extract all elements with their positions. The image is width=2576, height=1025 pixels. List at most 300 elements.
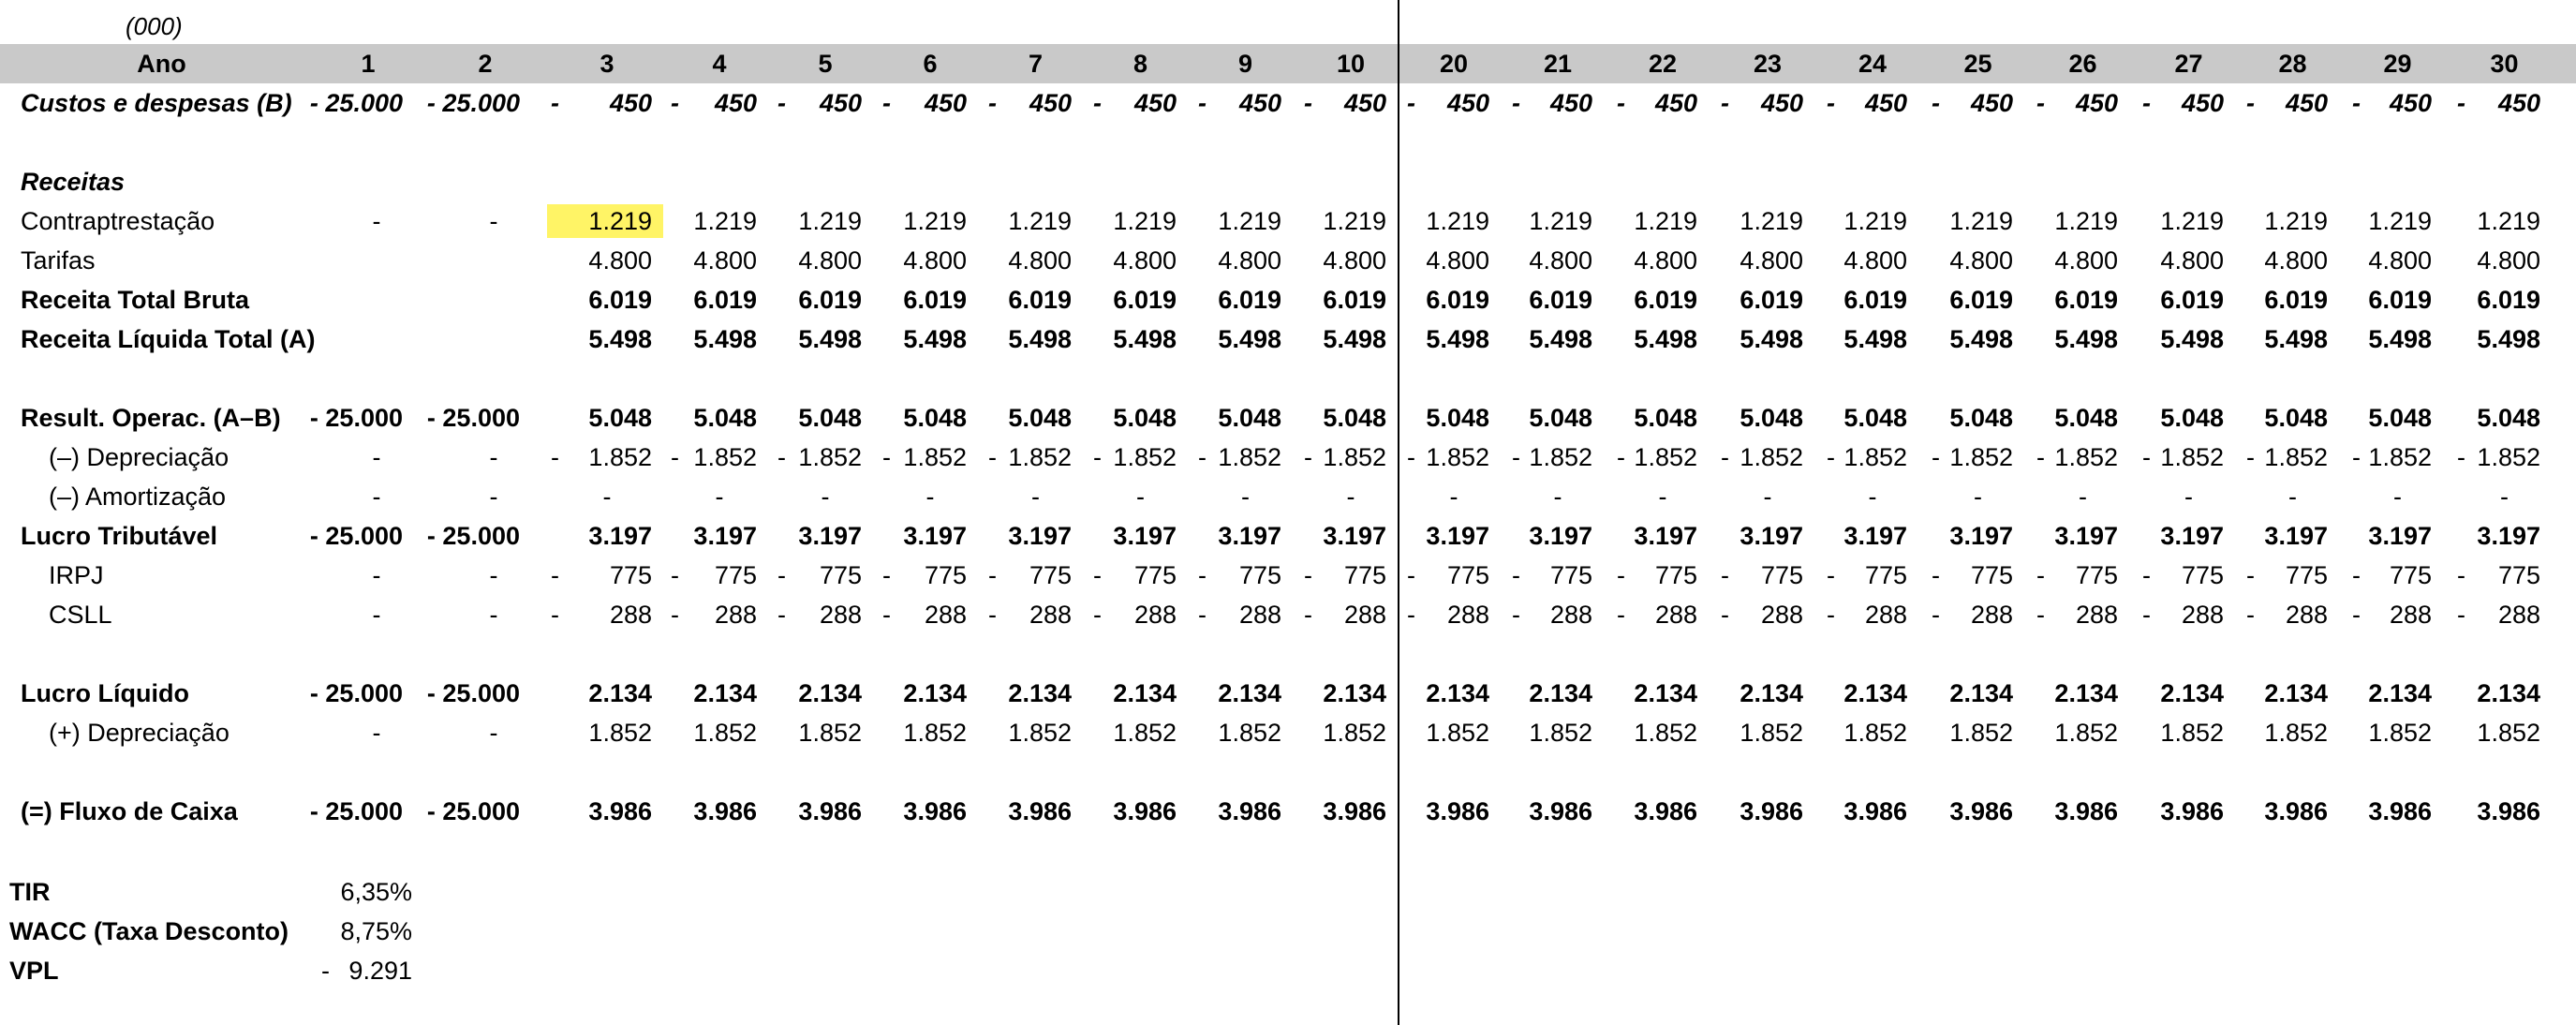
cell-value: 1.219 — [2368, 207, 2432, 235]
table-row-lucro-tributavel — [0, 516, 2576, 556]
summary-row — [0, 951, 562, 990]
negative-sign: - — [1721, 561, 1729, 589]
cell-value: 450 — [1446, 89, 1489, 117]
header-year-cell: 8 — [1133, 50, 1148, 78]
cell-value: 5.048 — [2264, 404, 2328, 432]
cell-value: 1.219 — [1843, 207, 1907, 235]
cell-value: 2.134 — [1949, 679, 2013, 707]
negative-sign: - — [1198, 89, 1207, 117]
cell-value: - — [1553, 483, 1562, 511]
cell-value: 450 — [1343, 89, 1386, 117]
cell-value: - — [715, 483, 724, 511]
cell-value: 775 — [1549, 561, 1592, 589]
cell-value: 3.197 — [1008, 522, 1072, 550]
cell-value: 4.800 — [1529, 246, 1592, 275]
cell-value: 6.019 — [903, 286, 967, 314]
cell-value: 2.134 — [2054, 679, 2118, 707]
negative-sign: - — [551, 89, 559, 117]
summary-value: 6,35% — [340, 878, 412, 906]
cell-value: - — [1031, 483, 1040, 511]
cell-value: 6.019 — [1843, 286, 1907, 314]
cell-value: 775 — [1654, 561, 1697, 589]
cell-value: 2.134 — [2368, 679, 2432, 707]
cell-value: - — [2500, 483, 2509, 511]
cell-value: 1.219 — [1426, 207, 1489, 235]
cell-value: 775 — [1760, 561, 1803, 589]
cell-value: 3.197 — [1426, 522, 1489, 550]
cell-value: 2.134 — [1008, 679, 1072, 707]
cell-value: 3.986 — [2264, 797, 2328, 825]
negative-sign: - — [2036, 443, 2045, 471]
cell-value: 6.019 — [1113, 286, 1177, 314]
cell-value: 1.852 — [1949, 443, 2013, 471]
cell-value: 4.800 — [1949, 246, 2013, 275]
cell-value: 288 — [1238, 601, 1281, 629]
cell-value: 3.197 — [1949, 522, 2013, 550]
cell-value: 5.048 — [1426, 404, 1489, 432]
cell-value: - — [489, 719, 498, 747]
cell-value: 1.852 — [2477, 443, 2540, 471]
cell-value: - — [821, 483, 830, 511]
cell-value: 450 — [1654, 89, 1697, 117]
cell-value: 5.498 — [1008, 325, 1072, 353]
cell-value: 1.852 — [1008, 443, 1072, 471]
cell-value: 3.197 — [1843, 522, 1907, 550]
cell-value: 1.852 — [2054, 719, 2118, 747]
negative-sign: - — [2352, 89, 2361, 117]
cell-value: 2.134 — [1740, 679, 1803, 707]
cell-value: 1.219 — [1634, 207, 1697, 235]
table-row-result-operac — [0, 398, 2576, 438]
cell-value: 1.852 — [1529, 719, 1592, 747]
cell-value: 5.048 — [693, 404, 757, 432]
cell-value: 450 — [1760, 89, 1803, 117]
cell-value: 6.019 — [2160, 286, 2224, 314]
cell-value: 3.986 — [2160, 797, 2224, 825]
cell-value: 2.134 — [1634, 679, 1697, 707]
cell-value: 2.134 — [1323, 679, 1386, 707]
cell-value: 1.852 — [1008, 719, 1072, 747]
cell-value: 450 — [609, 89, 652, 117]
cell-value: 2.134 — [1113, 679, 1177, 707]
summary-label: TIR — [9, 878, 51, 906]
cell-value: 3.197 — [1113, 522, 1177, 550]
negative-sign: - — [2036, 561, 2045, 589]
cell-value: - — [372, 483, 381, 511]
negative-sign: - — [882, 89, 891, 117]
cell-value: 4.800 — [2054, 246, 2118, 275]
cell-value: 3.197 — [903, 522, 967, 550]
negative-sign: - — [2457, 561, 2465, 589]
summary-value: 9.291 — [348, 957, 412, 985]
cell-value: 5.048 — [2368, 404, 2432, 432]
cell-value: 5.048 — [1529, 404, 1592, 432]
cell-value: - 25.000 — [309, 522, 403, 550]
cell-value: 450 — [1029, 89, 1072, 117]
cell-value: - — [1868, 483, 1877, 511]
cell-value: 5.048 — [2477, 404, 2540, 432]
table-row-depreciacao — [0, 438, 2576, 477]
cell-value: 288 — [1133, 601, 1177, 629]
cell-value: 2.134 — [798, 679, 862, 707]
cell-value: - — [489, 443, 498, 471]
cell-value: 4.800 — [903, 246, 967, 275]
cell-value: 6.019 — [1218, 286, 1281, 314]
cell-value: 288 — [2181, 601, 2224, 629]
table-row-contraprestacao — [0, 201, 2576, 241]
row-label: Receita Líquida Total (A) — [21, 325, 316, 353]
cell-value: 5.498 — [1323, 325, 1386, 353]
cell-value: 3.197 — [798, 522, 862, 550]
cell-value: 3.986 — [1426, 797, 1489, 825]
cell-value: 1.852 — [2054, 443, 2118, 471]
cell-value: 288 — [1760, 601, 1803, 629]
cell-value: 3.986 — [588, 797, 652, 825]
cell-value: 6.019 — [798, 286, 862, 314]
cell-value: 5.498 — [798, 325, 862, 353]
cell-value: 3.986 — [1008, 797, 1072, 825]
cell-value: - 25.000 — [309, 404, 403, 432]
negative-sign: - — [1617, 561, 1625, 589]
cell-value: 5.498 — [1426, 325, 1489, 353]
cell-value: - — [372, 719, 381, 747]
cell-value: 6.019 — [693, 286, 757, 314]
cell-value: 775 — [1133, 561, 1177, 589]
cell-value: 5.498 — [1634, 325, 1697, 353]
cell-value: 1.219 — [1740, 207, 1803, 235]
header-year-cell: 29 — [2383, 50, 2412, 78]
negative-sign: - — [882, 443, 891, 471]
row-label: Receita Total Bruta — [21, 286, 250, 314]
row-label: Lucro Tributável — [21, 522, 218, 550]
row-label: (–) Depreciação — [49, 443, 229, 471]
row-label: (+) Depreciação — [49, 719, 229, 747]
cell-value: 1.852 — [1323, 443, 1386, 471]
cell-value: 3.197 — [1634, 522, 1697, 550]
negative-sign: - — [1512, 89, 1520, 117]
row-label: (–) Amortização — [49, 483, 227, 511]
negative-sign: - — [1304, 443, 1312, 471]
cell-value: 288 — [609, 601, 652, 629]
negative-sign: - — [2142, 443, 2151, 471]
cell-value: 450 — [1864, 89, 1907, 117]
cell-value: 3.197 — [2264, 522, 2328, 550]
header-year-cell: 9 — [1237, 50, 1253, 78]
negative-sign: - — [1512, 601, 1520, 629]
cell-value: 3.197 — [693, 522, 757, 550]
cell-value: 5.048 — [1949, 404, 2013, 432]
row-label: Receitas — [21, 168, 126, 196]
cell-value: 1.852 — [2368, 719, 2432, 747]
cell-value: 5.498 — [2368, 325, 2432, 353]
negative-sign: - — [1827, 443, 1835, 471]
row-label: Contraptrestação — [21, 207, 215, 235]
cell-value: 4.800 — [1008, 246, 1072, 275]
row-label: Lucro Líquido — [21, 679, 189, 707]
cell-value: 6.019 — [1529, 286, 1592, 314]
cell-value: 1.852 — [798, 443, 862, 471]
table-row-receita-bruta — [0, 280, 2576, 319]
table-row-receita-liquida — [0, 319, 2576, 359]
negative-sign: - — [988, 601, 997, 629]
negative-sign: - — [1093, 443, 1102, 471]
cell-value: 775 — [924, 561, 967, 589]
header-year-cell: 5 — [818, 50, 833, 78]
cell-value: 1.852 — [1634, 443, 1697, 471]
cell-value: - 25.000 — [426, 797, 520, 825]
cell-value: - — [2288, 483, 2297, 511]
negative-sign: - — [1827, 89, 1835, 117]
cell-value: 288 — [2285, 601, 2328, 629]
cell-value: 5.048 — [1113, 404, 1177, 432]
negative-sign: - — [1198, 561, 1207, 589]
cell-value: 1.852 — [1740, 719, 1803, 747]
negative-sign: - — [1093, 561, 1102, 589]
cell-value: 6.019 — [2054, 286, 2118, 314]
negative-sign: - — [988, 89, 997, 117]
cell-value: 775 — [1446, 561, 1489, 589]
negative-sign: - — [988, 443, 997, 471]
cell-value: - — [1658, 483, 1667, 511]
cell-value: 775 — [2497, 561, 2540, 589]
cell-value: 3.986 — [2054, 797, 2118, 825]
row-label: Tarifas — [21, 246, 96, 275]
negative-sign: - — [777, 443, 786, 471]
cell-value: 775 — [2075, 561, 2118, 589]
negative-sign: - — [2142, 89, 2151, 117]
cell-value: 2.134 — [2160, 679, 2224, 707]
negative-sign: - — [1932, 561, 1940, 589]
cell-value: 2.134 — [1529, 679, 1592, 707]
cell-value: 2.134 — [1426, 679, 1489, 707]
cell-value: 1.852 — [1218, 443, 1281, 471]
header-year-cell: 3 — [600, 50, 614, 78]
cell-value: - 25.000 — [426, 89, 520, 117]
negative-sign: - — [1093, 601, 1102, 629]
cell-value: 3.197 — [1323, 522, 1386, 550]
cell-value: 5.048 — [903, 404, 967, 432]
cell-value: 4.800 — [1740, 246, 1803, 275]
cell-value: 4.800 — [1843, 246, 1907, 275]
cell-value: 3.197 — [1740, 522, 1803, 550]
cell-value: 5.498 — [1949, 325, 2013, 353]
cell-value: 6.019 — [2368, 286, 2432, 314]
cell-value: - 25.000 — [426, 679, 520, 707]
cell-value: 1.219 — [1113, 207, 1177, 235]
summary-label: VPL — [9, 957, 59, 985]
cell-value: 1.852 — [1218, 719, 1281, 747]
negative-sign: - — [2457, 89, 2465, 117]
cell-value: - — [1346, 483, 1355, 511]
cell-value: 1.219 — [1008, 207, 1072, 235]
row-label: (=) Fluxo de Caixa — [21, 797, 238, 825]
cell-value: 3.986 — [1529, 797, 1592, 825]
cell-value: 775 — [1238, 561, 1281, 589]
cell-value: 288 — [924, 601, 967, 629]
cell-value: 3.986 — [1113, 797, 1177, 825]
header-row — [0, 44, 2576, 83]
table-row-irpj — [0, 556, 2576, 595]
header-year-cell: 20 — [1439, 50, 1469, 78]
cell-value: 5.498 — [1113, 325, 1177, 353]
header-year-cell: 28 — [2278, 50, 2307, 78]
cell-value: 450 — [2181, 89, 2224, 117]
negative-sign: - — [1827, 561, 1835, 589]
cell-value: 4.800 — [798, 246, 862, 275]
table-row-mais-depreciacao — [0, 713, 2576, 752]
negative-sign: - — [1827, 601, 1835, 629]
table-row-custos — [0, 83, 2576, 123]
cell-value: 6.019 — [1426, 286, 1489, 314]
cell-value: 3.197 — [1218, 522, 1281, 550]
cell-value: 3.197 — [2477, 522, 2540, 550]
cell-value: 450 — [1133, 89, 1177, 117]
cell-value: 3.197 — [588, 522, 652, 550]
unit-note: (000) — [126, 12, 183, 40]
cell-value: 3.986 — [1323, 797, 1386, 825]
negative-sign: - — [1407, 601, 1415, 629]
negative-sign: - — [882, 601, 891, 629]
negative-sign: - — [551, 601, 559, 629]
row-label: Custos e despesas (B) — [21, 89, 292, 117]
cell-value: 450 — [1970, 89, 2013, 117]
cell-value: - — [1763, 483, 1772, 511]
cell-value: 5.498 — [2264, 325, 2328, 353]
header-year-cell: 10 — [1336, 50, 1366, 78]
cell-value: 1.219 — [2054, 207, 2118, 235]
negative-sign: - — [2246, 601, 2255, 629]
header-year-cell: 27 — [2174, 50, 2203, 78]
cell-value: 6.019 — [1740, 286, 1803, 314]
cell-value: - 25.000 — [426, 404, 520, 432]
negative-sign: - — [2036, 601, 2045, 629]
negative-sign: - — [1932, 601, 1940, 629]
cell-value: 1.852 — [693, 443, 757, 471]
cell-value: 775 — [609, 561, 652, 589]
cell-value: 5.498 — [588, 325, 652, 353]
cell-value: 1.852 — [1426, 443, 1489, 471]
cell-value: 1.852 — [1426, 719, 1489, 747]
negative-sign: - — [1093, 89, 1102, 117]
negative-sign: - — [671, 561, 679, 589]
cell-value: 1.852 — [1113, 443, 1177, 471]
cell-value: - 25.000 — [309, 679, 403, 707]
cell-value: - 25.000 — [426, 522, 520, 550]
cell-value: 1.852 — [2368, 443, 2432, 471]
cell-value: 288 — [2497, 601, 2540, 629]
cell-value: 5.048 — [2054, 404, 2118, 432]
cell-value: 1.852 — [588, 443, 652, 471]
negative-sign: - — [1304, 601, 1312, 629]
cell-value: 2.134 — [903, 679, 967, 707]
cell-value: 288 — [2075, 601, 2118, 629]
negative-sign: - — [1198, 601, 1207, 629]
cell-value: 5.498 — [2054, 325, 2118, 353]
negative-sign: - — [1304, 561, 1312, 589]
cell-value: - — [1974, 483, 1982, 511]
cell-value: - — [372, 443, 381, 471]
cell-value: 4.800 — [1323, 246, 1386, 275]
negative-sign: - — [1932, 443, 1940, 471]
header-year-cell: 6 — [923, 50, 938, 78]
negative-sign: - — [1721, 89, 1729, 117]
cell-value: 4.800 — [1218, 246, 1281, 275]
cell-value: 5.498 — [1843, 325, 1907, 353]
negative-sign: - — [1407, 89, 1415, 117]
cell-value: 3.197 — [2160, 522, 2224, 550]
cell-value: 2.134 — [588, 679, 652, 707]
cell-value: 2.134 — [1843, 679, 1907, 707]
cell-value: 1.219 — [588, 207, 652, 235]
cell-value: 5.048 — [1008, 404, 1072, 432]
cell-value: - 25.000 — [309, 797, 403, 825]
cell-value: 450 — [2285, 89, 2328, 117]
cell-value: 288 — [819, 601, 862, 629]
cell-value: - — [489, 483, 498, 511]
cell-value: 3.986 — [1634, 797, 1697, 825]
header-year-cell: 7 — [1028, 50, 1044, 78]
header-year-cell: 1 — [361, 50, 376, 78]
negative-sign: - — [2036, 89, 2045, 117]
row-label: IRPJ — [49, 561, 104, 589]
cell-value: 4.800 — [1113, 246, 1177, 275]
cell-value: 1.852 — [1843, 443, 1907, 471]
negative-sign: - — [671, 89, 679, 117]
cell-value: - — [372, 561, 381, 589]
negative-sign: - — [671, 601, 679, 629]
header-year-cell: 22 — [1648, 50, 1678, 78]
cell-value: 288 — [1549, 601, 1592, 629]
summary-row — [0, 872, 562, 912]
header-year-cell: 2 — [478, 50, 493, 78]
cell-value: 4.800 — [2477, 246, 2540, 275]
cell-value: 1.852 — [903, 443, 967, 471]
cell-value: 1.219 — [903, 207, 967, 235]
cell-value: 1.852 — [2264, 719, 2328, 747]
negative-sign: - — [1617, 601, 1625, 629]
cell-value: 1.852 — [1113, 719, 1177, 747]
cell-value: 450 — [819, 89, 862, 117]
cell-value: 5.048 — [798, 404, 862, 432]
cell-value: 1.219 — [2264, 207, 2328, 235]
cell-value: 5.498 — [693, 325, 757, 353]
header-year-cell: 25 — [1963, 50, 1992, 78]
row-label: CSLL — [49, 601, 112, 629]
cell-value: 5.048 — [1634, 404, 1697, 432]
negative-sign: - — [1721, 443, 1729, 471]
row-label: Result. Operac. (A–B) — [21, 404, 281, 432]
cell-value: 6.019 — [588, 286, 652, 314]
cell-value: 775 — [2285, 561, 2328, 589]
summary-row — [0, 912, 562, 951]
cell-value: 4.800 — [2160, 246, 2224, 275]
cell-value: - — [372, 601, 381, 629]
header-year-cell: 4 — [712, 50, 727, 78]
negative-sign: - — [2246, 561, 2255, 589]
cell-value: 450 — [1238, 89, 1281, 117]
cell-value: 1.219 — [798, 207, 862, 235]
negative-sign: - — [2352, 443, 2361, 471]
cell-value: 775 — [1343, 561, 1386, 589]
table-row-csll — [0, 595, 2576, 634]
cell-value: - — [372, 207, 381, 235]
cell-value: 288 — [2389, 601, 2432, 629]
header-year-cell: 23 — [1753, 50, 1783, 78]
negative-sign: - — [1512, 561, 1520, 589]
cell-value: 288 — [1970, 601, 2013, 629]
table-row-tarifas — [0, 241, 2576, 280]
cell-value: 3.986 — [798, 797, 862, 825]
